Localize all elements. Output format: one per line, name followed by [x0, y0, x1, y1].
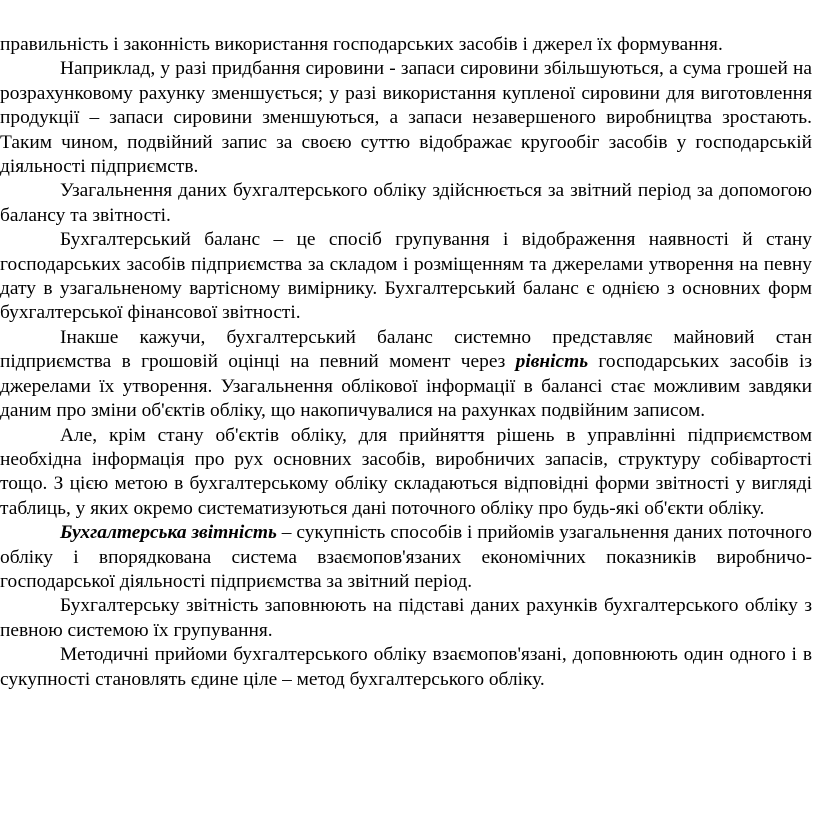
paragraph-1-text: правильність і законність використання господарських засобів і джерел їх формування.	[0, 34, 723, 55]
paragraph-9	[0, 643, 812, 692]
paragraph-5	[0, 326, 812, 424]
emphasized-term-rivnist: рівність	[515, 351, 589, 373]
paragraph-1	[0, 33, 812, 57]
paragraph-5-text-end: господарських засобів із джерелами їх утворення. Узагальнення облікової інформації в балансі стає можливим завдяки даним про зміни об'єктів обліку, що накопичувалися на рахунках подвійним записом.	[0, 351, 812, 422]
paragraph-4	[0, 228, 812, 326]
paragraph-7-definition-text: – сукупність способів і прийомів узагальнення даних поточного обліку і впорядкована система взаємопов'язаних економічних показників виробничо-господарської діяльності підприємства за звітний період.	[0, 522, 812, 592]
paragraph-6-text: Але, крім стану об'єктів обліку, для прийняття рішень в управлінні підприємством необхідна інформація про рух основних засобів, виробничих запасів, структуру собівартості тощо. З цією метою в бухгалтерському обліку складаються відповідні форми звітності у вигляді таблиць, у яких окремо систематизуються дані поточного обліку про будь-які об'єкти обліку.	[0, 424, 812, 519]
paragraph-8-text: Бухгалтерську звітність заповнюють на підставі даних рахунків бухгалтерського обліку з певною системою їх групування.	[0, 595, 812, 641]
paragraph-5-text-start: Інакше кажучи, бухгалтерський баланс системно представляє майновий стан підприємства в грошовій оцінці на певний момент через	[0, 326, 812, 373]
emphasized-term-bukhgalterska-zvitnist: Бухгалтерська звітність	[60, 522, 277, 544]
paragraph-6	[0, 424, 812, 522]
paragraph-2-text: Наприклад, у разі придбання сировини - запаси сировини збільшуються, а сума грошей на розрахунковому рахунку зменшується; у разі використання купленої сировини для виготовлення продукції – запаси сировини зменшуються, а запаси незавершеного виробництва зростають. Таким чином, подвійний запис за своєю суттю відображає кругообіг засобів у господарській діяльності підприємств.	[0, 58, 812, 178]
document-page	[0, 33, 816, 820]
paragraph-4-text: Бухгалтерський баланс – це спосіб групування і відображення наявності й стану господарських засобів підприємства за складом і розміщенням та джерелами утворення на певну дату в узагальненому вартісному вимірнику. Бухгалтерський баланс є однією з основних форм бухгалтерської фінансової звітності.	[0, 229, 812, 324]
paragraph-8	[0, 594, 812, 643]
paragraph-9-text: Методичні прийоми бухгалтерського обліку взаємопов'язані, доповнюють один одного і в сукупності становлять єдине ціле – метод бухгалтерського обліку.	[0, 644, 812, 690]
paragraph-3	[0, 179, 812, 228]
paragraph-3-text: Узагальнення даних бухгалтерського обліку здійснюється за звітний період за допомогою балансу та звітності.	[0, 180, 812, 226]
paragraph-2	[0, 57, 812, 179]
paragraph-7	[0, 521, 812, 594]
